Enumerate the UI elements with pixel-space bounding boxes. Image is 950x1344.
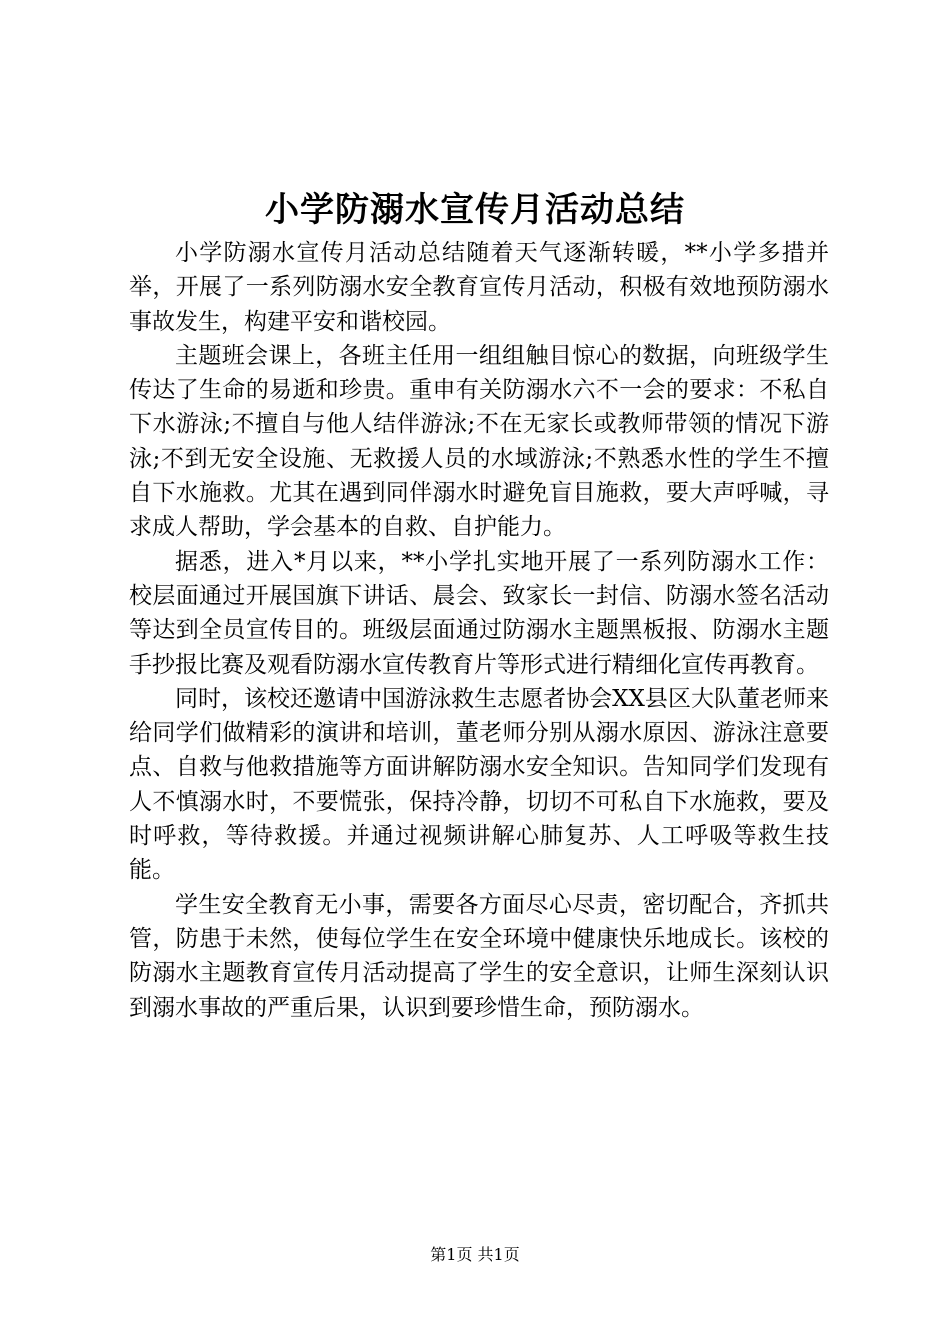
- document-title: 小学防溺水宣传月活动总结: [265, 190, 685, 230]
- paragraph-5: 学生安全教育无小事，需要各方面尽心尽责，密切配合，齐抓共管，防患于未然，使每位学生在安全环境中健康快乐地成长。该校的防溺水主题教育宣传月活动提高了学生的安全意识，让师生深刻认识到溺水事故的严重后果，认识到要珍惜生命，预防溺水。: [129, 891, 829, 1021]
- page-footer: 第1页 共1页: [430, 1245, 520, 1264]
- paragraph-3: 据悉，进入*月以来，**小学扎实地开展了一系列防溺水工作：校层面通过开展国旗下讲话、晨会、致家长一封信、防溺水签名活动等达到全员宣传目的。班级层面通过防溺水主题黑板报、防溺水主题手抄报比赛及观看防溺水宣传教育片等形式进行精细化宣传再教育。: [129, 548, 829, 678]
- paragraph-2: 主题班会课上，各班主任用一组组触目惊心的数据，向班级学生传达了生命的易逝和珍贵。重申有关防溺水六不一会的要求：不私自下水游泳;不擅自与他人结伴游泳;不在无家长或教师带领的情况下游泳;不到无安全设施、无救援人员的水域游泳;不熟悉水性的学生不擅自下水施救。尤其在遇到同伴溺水时避免盲目施救，要大声呼喊，寻求成人帮助，学会基本的自救、自护能力。: [129, 342, 829, 541]
- document-body: [129, 236, 829, 1025]
- paragraph-4: 同时，该校还邀请中国游泳救生志愿者协会XX县区大队董老师来给同学们做精彩的演讲和培训，董老师分别从溺水原因、游泳注意要点、自救与他救措施等方面讲解防溺水安全知识。告知同学们发现有人不慎溺水时，不要慌张，保持冷静，切切不可私自下水施救，要及时呼救，等待救援。并通过视频讲解心肺复苏、人工呼吸等救生技能。: [129, 685, 829, 884]
- paragraph-1: 小学防溺水宣传月活动总结随着天气逐渐转暖，**小学多措并举，开展了一系列防溺水安全教育宣传月活动，积极有效地预防溺水事故发生，构建平安和谐校园。: [129, 240, 829, 335]
